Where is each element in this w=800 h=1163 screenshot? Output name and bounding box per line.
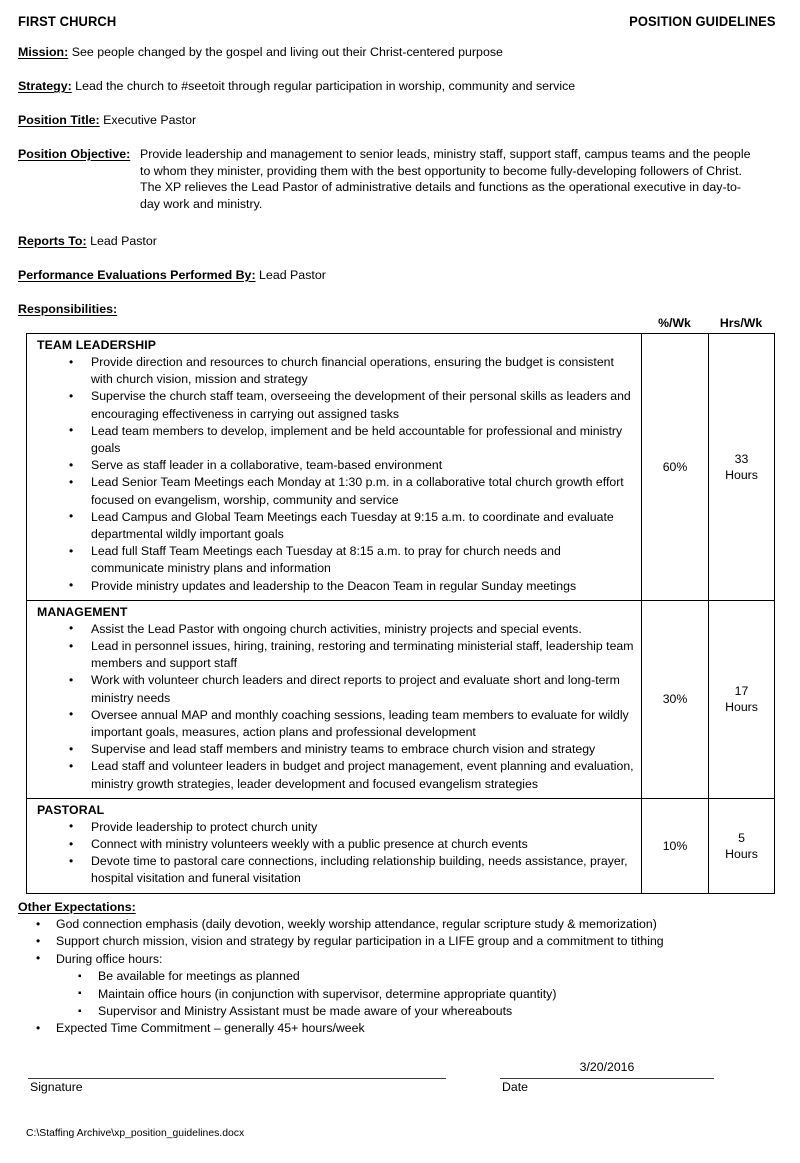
list-item bbox=[18, 933, 774, 950]
other-expectations-list bbox=[18, 916, 774, 1038]
responsibility-section-title: TEAM LEADERSHIP bbox=[37, 338, 157, 352]
list-item: • Lead team members to develop, implement and be held accountable for professional and ministry goals bbox=[37, 423, 637, 457]
hours-unit: Hours bbox=[725, 846, 758, 861]
date-caption: Date bbox=[502, 1080, 528, 1094]
hours-unit: Hours bbox=[725, 700, 758, 715]
list-item: • Lead Campus and Global Team Meetings each Tuesday at 9:15 a.m. to coordinate and evaluate departmental wildly important goals bbox=[37, 509, 637, 543]
list-item: • Provide ministry updates and leadership to the Deacon Team in regular Sunday meetings bbox=[37, 578, 637, 595]
list-item: • Lead Senior Team Meetings each Monday at 1:30 p.m. in a collaborative total church growth effort focused on evangelism, worship, community and service bbox=[37, 474, 637, 508]
sub-list-item: ▪ Supervisor and Ministry Assistant must be made aware of your whereabouts bbox=[56, 1003, 774, 1020]
column-header-percent-per-week: %/Wk bbox=[658, 316, 691, 330]
hours-number: 33 bbox=[734, 451, 749, 466]
hours-number: 5 bbox=[738, 830, 745, 845]
date-value: 3/20/2016 bbox=[579, 1060, 635, 1074]
list-item: • Work with volunteer church leaders and direct reports to project and evaluate short and long-term ministry needs bbox=[37, 672, 637, 706]
strategy-value: Lead the church to #seetoit through regular participation in worship, community and service bbox=[75, 79, 576, 93]
position-title-value: Executive Pastor bbox=[103, 113, 197, 127]
hours-per-week-value bbox=[709, 334, 775, 601]
list-item bbox=[18, 951, 774, 1021]
hours-number: 17 bbox=[734, 684, 749, 699]
field-performance-evaluations bbox=[18, 267, 770, 284]
footer-file-path: C:\Staffing Archive\xp_position_guidelines.docx bbox=[26, 1128, 245, 1139]
responsibility-item-list bbox=[37, 819, 637, 888]
sub-list-item: ▪ Be available for meetings as planned bbox=[56, 968, 774, 985]
mission-value: See people changed by the gospel and living out their Christ-centered purpose bbox=[71, 45, 503, 59]
field-mission bbox=[18, 44, 770, 61]
document-type-title: POSITION GUIDELINES bbox=[629, 14, 776, 29]
sub-item-list bbox=[56, 968, 774, 1020]
list-item bbox=[18, 916, 774, 933]
responsibilities-label: Responsibilities: bbox=[18, 302, 118, 316]
list-item: • Lead full Staff Team Meetings each Tuesday at 8:15 a.m. to pray for church needs and communicate ministry plans and information bbox=[37, 543, 637, 577]
responsibility-section-cell bbox=[27, 334, 642, 601]
field-reports-to bbox=[18, 233, 770, 250]
signature-caption: Signature bbox=[30, 1080, 83, 1094]
strategy-label: Strategy: bbox=[18, 79, 72, 93]
responsibility-section-title: PASTORAL bbox=[37, 802, 105, 817]
sub-list-item: ▪ Maintain office hours (in conjunction with supervisor, determine appropriate quantity) bbox=[56, 986, 774, 1003]
performance-evaluations-value: Lead Pastor bbox=[259, 268, 326, 282]
responsibility-section-title: MANAGEMENT bbox=[37, 604, 128, 619]
list-item: • Oversee annual MAP and monthly coaching sessions, leading team members to evaluate for wildly important goals, measures, action plans and professional development bbox=[37, 707, 637, 741]
percent-per-week-value: 10% bbox=[642, 798, 709, 893]
list-item: • Serve as staff leader in a collaborative, team-based environment bbox=[37, 457, 637, 474]
mission-label: Mission: bbox=[18, 45, 69, 59]
reports-to-label: Reports To: bbox=[18, 234, 87, 248]
field-strategy bbox=[18, 78, 770, 95]
position-title-label: Position Title: bbox=[18, 113, 100, 127]
list-item: • Provide leadership to protect church unity bbox=[37, 819, 637, 836]
list-item: • Connect with ministry volunteers weekly with a public presence at church events bbox=[37, 836, 637, 853]
percent-per-week-value: 60% bbox=[642, 334, 709, 601]
organization-name: FIRST CHURCH bbox=[18, 14, 117, 29]
list-item-text: During office hours: bbox=[56, 951, 163, 966]
field-position-objective bbox=[18, 146, 760, 212]
hours-per-week-value bbox=[709, 798, 775, 893]
table-row bbox=[27, 798, 775, 893]
position-objective-label: Position Objective: bbox=[18, 147, 131, 161]
responsibility-section-cell bbox=[27, 600, 642, 798]
reports-to-value: Lead Pastor bbox=[90, 234, 157, 248]
list-item bbox=[18, 1020, 774, 1037]
responsibility-item-list bbox=[37, 621, 637, 793]
table-row bbox=[27, 334, 775, 601]
other-expectations-label: Other Expectations: bbox=[18, 900, 136, 914]
list-item: • Lead staff and volunteer leaders in budget and project management, event planning and evaluation, ministry growth strategies, leader development and focused evangelism strategies bbox=[37, 758, 637, 792]
list-item-text: Expected Time Commitment – generally 45+ hours/week bbox=[56, 1021, 365, 1036]
list-item: • Lead in personnel issues, hiring, training, restoring and terminating ministerial staff, leadership team members and support staff bbox=[37, 638, 637, 672]
list-item: • Assist the Lead Pastor with ongoing church activities, ministry projects and special events. bbox=[37, 621, 637, 638]
performance-evaluations-label: Performance Evaluations Performed By: bbox=[18, 268, 256, 282]
list-item: • Provide direction and resources to church financial operations, ensuring the budget is consistent with church vision, mission and strategy bbox=[37, 354, 637, 388]
list-item-text: Support church mission, vision and strategy by regular participation in a LIFE group and a commitment to tithing bbox=[56, 934, 664, 949]
percent-per-week-value: 30% bbox=[642, 600, 709, 798]
position-objective-value: Provide leadership and management to senior leads, ministry staff, support staff, campus teams and the people to whom they minister, providing them with the best opportunity to become fully-developing followers of Christ. The XP relieves the Lead Pastor of administrative details and functions as the operational executive in day-to-day work and ministry. bbox=[140, 147, 751, 211]
list-item: • Supervise the church staff team, overseeing the development of their personal skills as leaders and encouraging effectiveness in carrying out assigned tasks bbox=[37, 388, 637, 422]
responsibility-item-list bbox=[37, 354, 637, 595]
responsibility-section-cell bbox=[27, 798, 642, 893]
hours-per-week-value bbox=[709, 600, 775, 798]
list-item: • Devote time to pastoral care connections, including relationship building, needs assistance, prayer, hospital visitation and funeral visitation bbox=[37, 853, 637, 887]
table-row bbox=[27, 600, 775, 798]
document-header bbox=[18, 14, 776, 29]
responsibilities-column-headers bbox=[0, 316, 800, 332]
list-item-text: God connection emphasis (daily devotion, weekly worship attendance, regular scripture study & memorization) bbox=[56, 917, 657, 931]
date-line[interactable] bbox=[500, 1078, 714, 1079]
signature-line[interactable] bbox=[28, 1078, 446, 1079]
field-position-title bbox=[18, 112, 770, 129]
column-header-hours-per-week: Hrs/Wk bbox=[719, 316, 763, 330]
hours-unit: Hours bbox=[725, 467, 758, 482]
responsibilities-table bbox=[26, 333, 775, 894]
list-item: • Supervise and lead staff members and ministry teams to embrace church vision and strategy bbox=[37, 741, 637, 758]
